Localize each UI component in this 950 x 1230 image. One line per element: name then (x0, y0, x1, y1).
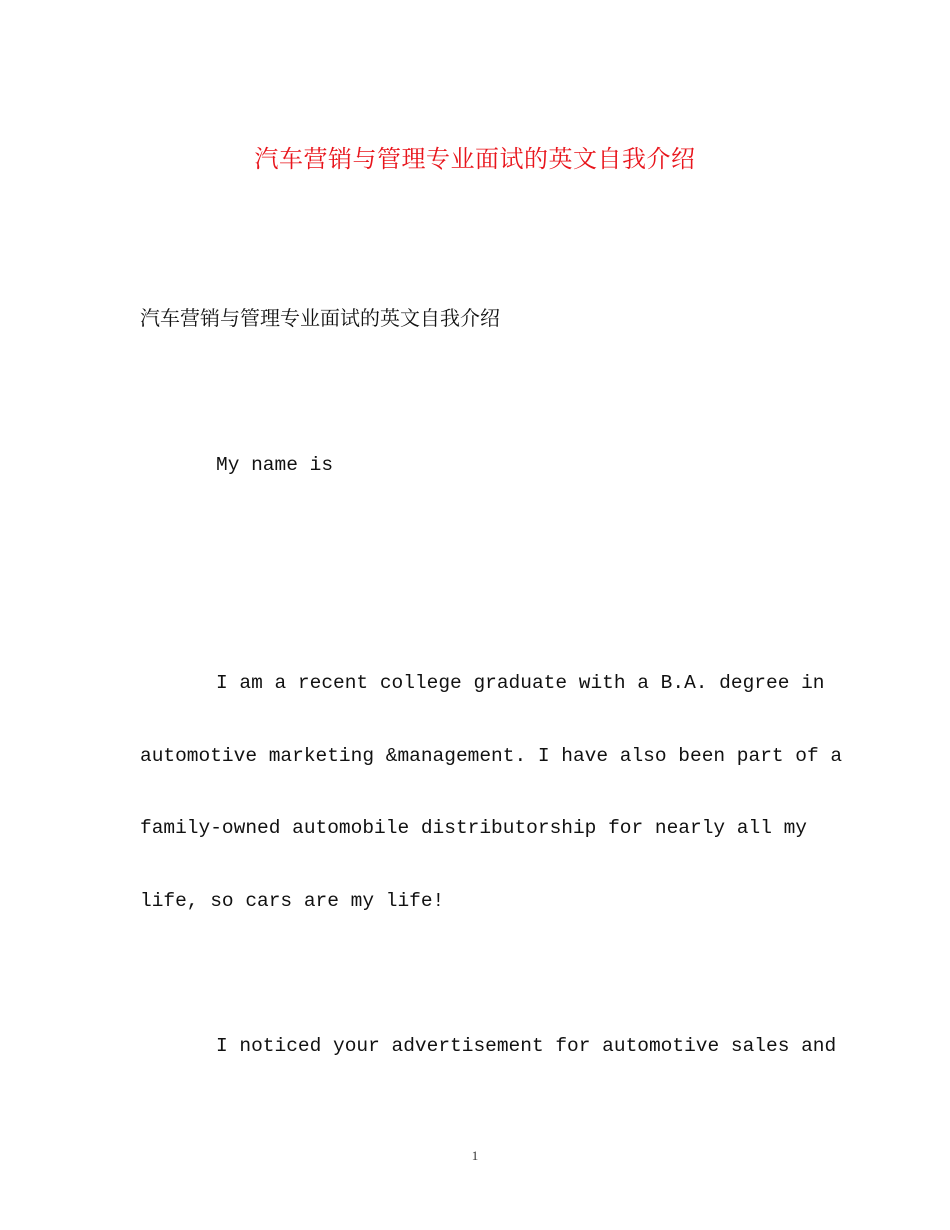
document-title: 汽车营销与管理专业面试的英文自我介绍 (254, 145, 696, 173)
paragraph-line-3: automotive marketing &management. I have also been part of a (140, 745, 843, 767)
paragraph-line-6: I noticed your advertisement for automotive sales and (216, 1035, 837, 1057)
paragraph-line-1: My name is (216, 454, 334, 476)
paragraph-line-2: I am a recent college graduate with a B.A. degree in (216, 672, 825, 694)
document-subtitle: 汽车营销与管理专业面试的英文自我介绍 (140, 306, 500, 330)
paragraph-line-5: life, so cars are my life! (140, 890, 445, 912)
paragraph-line-4: family-owned automobile distributorship for nearly all my (140, 817, 808, 839)
page-number: 1 (471, 1148, 479, 1163)
